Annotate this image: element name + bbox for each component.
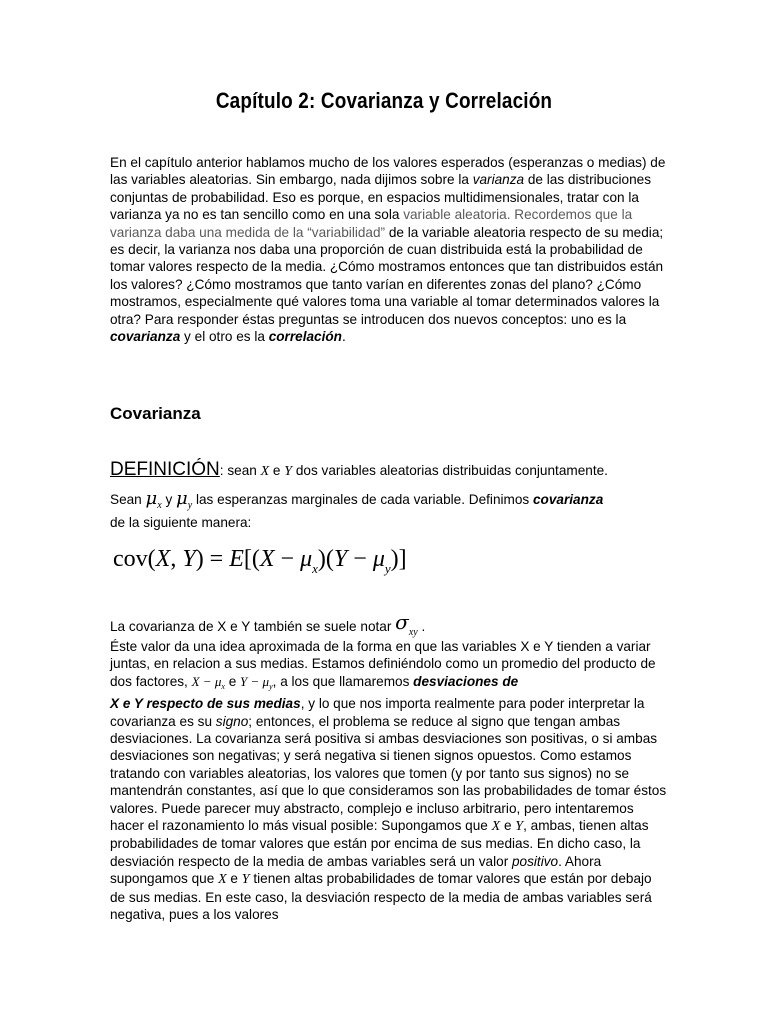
formula-sub-x: x [312,561,318,576]
intro-text-4: y el otro es la [180,329,269,345]
body-positivo: positivo [512,853,559,869]
formula-cov: cov( [113,546,156,572]
intro-faded-line: variable aleatoria. Recordemos que la varianza daba una medida de la “variabilidad” [110,207,633,240]
definition-covarianza: covarianza [532,492,604,507]
section-heading: Covarianza [110,404,201,423]
mu-y-symbol: μ [176,488,188,509]
body-e3: e [226,871,242,887]
body-s6: . Ahora supongamos que [110,853,602,887]
notation-end: . [417,619,426,634]
mu-x-symbol: μ [145,488,158,509]
body-s3: , y lo que nos importa realmente para poder interpretar la covarianza es su [110,696,645,729]
mu-x-subscript: x [157,500,162,511]
sigma-symbol: σ [395,610,409,634]
definition-text-b: dos variables aleatorias distribuidas conjuntamente. [292,463,608,478]
notation-text: La covarianza de X e Y también se suele notar [110,619,396,634]
body-s7: tienen altas probabilidades de tomar valores que están por debajo de sus medias. En este caso, la desviación respecto de la media de ambas variables será negativa, pues a los valores [110,871,652,923]
body-s1: Éste valor da una idea aproximada de la forma en que las variables X e Y tienden a variar juntas, en relacion a sus medias. Estamos definiéndolo como un promedio del producto de dos factores, [110,639,656,689]
body-e: e [224,673,241,689]
body-X3: X [218,872,227,888]
chapter-title: Capítulo 2: Covarianza y Correlación [215,88,553,113]
intro-paragraph [110,154,670,345]
body-e2: e [500,818,516,834]
body-s4: ; entonces, el problema se reduce al signo que tengan ambas desviaciones. La covarianza será positiva si ambas desviaciones son positivas, o si ambas desviaciones son negativas; y será negativa si tienen signos opuestos. Como estamos tratando con variables aleatorias, los valores que tomen (y por tanto sus signos) no se mantendrán constantes, así que lo que consideramos son las probabilidades de tomar éstos valores. Puede parecer muy abstracto, complejo e incluso arbitrario, pero intentaremos hacer el razonamiento lo más visual posible: Supongamos que [110,713,667,834]
body-Y: Y [515,819,524,835]
intro-text-2: de las distribuciones conjuntas de probabilidad. Eso es porque, en espacios multidimensionales, tratar con la varianza ya no es tan sencillo como en una sola [110,172,652,223]
intro-covarianza: covarianza [110,329,181,345]
formula-mid: )( [317,546,334,572]
definition-text-c: las esperanzas marginales de cada variable. Definimos [192,492,533,507]
body-paragraph [110,638,670,924]
formula-open: [( [243,546,260,572]
var-Y: Y [284,464,293,479]
definition-term: DEFINICIÓN [110,459,220,480]
formula-comma: , [170,546,183,572]
body-X: X [491,819,501,835]
formula-Y2: Y [333,546,348,572]
definition-line [110,459,608,483]
var-X: X [260,464,270,479]
intro-text-5: . [341,329,346,345]
formula-eq: ) = [195,546,230,572]
intro-text-3: de la variable aleatoria respecto de su media; es decir, la varianza nos daba una proporción de cuan distribuida está la probabilidad de tomar valores respecto de la media. ¿Cómo mostramos entonces que tan distribuidos están los valores? ¿Cómo mostramos que tanto varían en diferentes zonas del plano? ¿Cómo mostramos, especialmente qué valores toma una variable al tomar determinados valores la otra? Para responder éstas preguntas se introducen dos nuevos conceptos: uno es la [110,224,664,327]
sean-label: Sean [110,492,146,507]
factor-y-sub: y [269,681,273,691]
factor-x: X − μ [191,673,222,689]
formula-Y: Y [182,546,196,572]
y-conjunction: y [161,492,177,507]
formula-E: E [229,546,244,572]
covariance-formula [113,546,407,577]
body-s2: , a los que llamaremos [272,673,414,689]
formula-sub-y: y [384,561,391,576]
formula-mu-y: μ [372,546,385,572]
factor-x-sub: x [221,681,225,691]
intro-correlacion: correlación [268,329,342,345]
respecto-medias: respecto de sus medias [142,696,301,712]
definition-marginals-line [110,488,603,517]
intro-varianza: varianza [472,172,525,188]
formula-mu-x: μ [300,546,313,572]
x-e-y-bold: X e Y [110,696,143,712]
formula-minus2: − [347,546,373,572]
formula-close: )] [390,546,407,572]
definition-e: e [269,463,285,478]
formula-minus: − [274,546,301,572]
mu-y-subscript: y [187,500,193,511]
formula-X2: X [259,546,275,572]
factor-y: Y − μ [240,673,270,689]
body-signo: signo [215,713,249,729]
intro-text-1: En el capítulo anterior hablamos mucho de los valores esperados (esperanzas o medias) de las variables aleatorias. Sin embargo, nada dijimos sobre la [110,155,666,188]
body-Y3: Y [241,872,250,888]
desviaciones-de: desviaciones de [413,673,519,689]
definition-text-d: de la siguiente manera: [110,515,252,530]
definition-text-a: : sean [219,463,261,478]
formula-X: X [155,546,171,572]
sigma-subscript: xy [408,627,418,638]
body-s5: , ambas, tienen altas probabilidades de tomar valores que están por encima de sus medias. En dicho caso, la desviación respecto de la media de ambas variables será un valor [110,818,649,869]
